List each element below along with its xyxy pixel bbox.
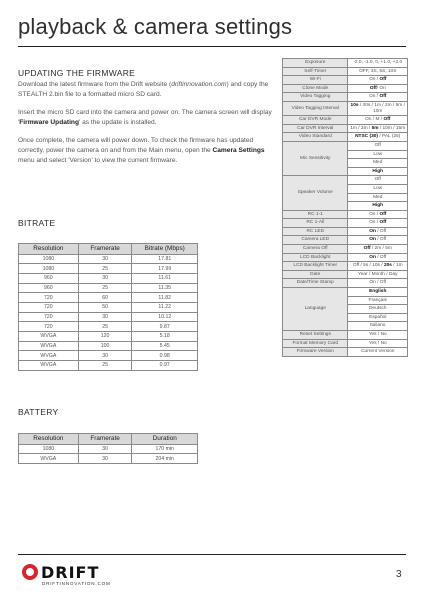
page-number: 3 — [396, 569, 402, 580]
table-cell: WVGA — [19, 341, 79, 351]
table-row — [19, 444, 198, 454]
setting-value: OFF, 3S, 5S, 10S — [348, 67, 408, 76]
table-row — [19, 351, 198, 361]
table-cell: 120 — [78, 332, 132, 342]
settings-row — [283, 116, 408, 125]
table-cell: 30 — [78, 351, 132, 361]
setting-value: Med — [348, 193, 408, 202]
setting-label: Camera Off — [283, 245, 348, 254]
table-row — [19, 322, 198, 332]
setting-value: On / Off — [348, 279, 408, 288]
page-title: playback & camera settings — [18, 14, 293, 39]
settings-row — [283, 176, 408, 185]
settings-row — [283, 93, 408, 102]
bitrate-table — [18, 243, 198, 371]
settings-row — [283, 219, 408, 228]
table-row — [19, 312, 198, 322]
table-cell: 204 min — [132, 454, 198, 464]
drift-logo-word: DRIFT — [41, 563, 100, 582]
settings-row — [283, 279, 408, 288]
drift-logo — [22, 562, 132, 588]
table-cell: 25 — [78, 361, 132, 371]
settings-row — [283, 124, 408, 133]
table-cell: WVGA — [19, 361, 79, 371]
table-cell: 0.98 — [132, 351, 198, 361]
firmware-paragraph-3: Once complete, the camera will power down. To check the firmware has updated correctly, power the camera on and from the Main menu, open the Camera Settings menu and select 'Version' to view the current firmware. — [18, 137, 265, 164]
firmware-paragraph-2: Insert the micro SD card into the camera and power on. The camera screen will display 'Firmware Updating' as the update is installed. — [18, 109, 272, 126]
table-cell: 1080 — [19, 254, 79, 264]
title-divider — [18, 46, 406, 47]
table-cell: 720 — [19, 312, 79, 322]
settings-row — [283, 133, 408, 142]
table-cell: 30 — [78, 444, 132, 454]
table-row — [19, 273, 198, 283]
setting-label: Self-Timer — [283, 67, 348, 76]
setting-value: English — [348, 288, 408, 297]
settings-row — [283, 236, 408, 245]
table-cell: 5.18 — [132, 332, 198, 342]
settings-row — [283, 101, 408, 115]
table-cell: 9.87 — [132, 322, 198, 332]
setting-label: LCD Backlight — [283, 253, 348, 262]
table-cell: 720 — [19, 322, 79, 332]
setting-value: Français — [348, 296, 408, 305]
setting-label: Exposure — [283, 59, 348, 68]
setting-label: Language — [283, 288, 348, 331]
table-cell: 960 — [19, 283, 79, 293]
table-cell: 11.35 — [132, 283, 198, 293]
setting-label: Video Standard — [283, 133, 348, 142]
setting-value: Yes / No — [348, 339, 408, 348]
setting-label: Wi-Fi — [283, 76, 348, 85]
setting-label: Date — [283, 270, 348, 279]
firmware-heading: UPDATING THE FIRMWARE — [18, 68, 136, 78]
table-row — [19, 332, 198, 342]
settings-row — [283, 67, 408, 76]
table-cell: 11.22 — [132, 302, 198, 312]
table-cell: 1080 — [19, 444, 79, 454]
setting-label: RC 1-1 — [283, 210, 348, 219]
table-cell: 960 — [19, 273, 79, 283]
setting-value: Off — [348, 141, 408, 150]
table-cell: 30 — [78, 454, 132, 464]
settings-row — [283, 331, 408, 340]
setting-value: 10s / 30s / 1m / 2m / 5m / 10m — [348, 101, 408, 115]
table-row — [19, 302, 198, 312]
table-row — [19, 264, 198, 274]
setting-value: Italiano — [348, 322, 408, 331]
table-cell: 17.81 — [132, 254, 198, 264]
setting-value: On / Off — [348, 253, 408, 262]
settings-row — [283, 76, 408, 85]
settings-row — [283, 210, 408, 219]
setting-value: Low — [348, 184, 408, 193]
table-row — [19, 293, 198, 303]
setting-value: Year / Month / Day — [348, 270, 408, 279]
settings-row — [283, 59, 408, 68]
settings-panel — [282, 58, 408, 357]
setting-value: High — [348, 167, 408, 176]
setting-value: On / Off — [348, 219, 408, 228]
setting-label: Video Tagging — [283, 93, 348, 102]
table-cell: WVGA — [19, 454, 79, 464]
setting-label: Video Tagging Interval — [283, 101, 348, 115]
setting-value: Yes / No — [348, 331, 408, 340]
table-row — [19, 361, 198, 371]
setting-value: Off / 5s / 10s / 20s / 1m — [348, 262, 408, 271]
camera-settings-table — [282, 58, 408, 357]
setting-label: Car DVR Mode — [283, 116, 348, 125]
table-cell: WVGA — [19, 332, 79, 342]
settings-row — [283, 141, 408, 150]
setting-value: NTSC (30) / PAL (25) — [348, 133, 408, 142]
setting-value: On / Off — [348, 76, 408, 85]
table-cell: 720 — [19, 293, 79, 303]
bitrate-header-cell: Framerate — [78, 244, 132, 255]
table-cell: 0.97 — [132, 361, 198, 371]
table-cell: 170 min — [132, 444, 198, 454]
table-cell: 25 — [78, 283, 132, 293]
table-cell: 25 — [78, 264, 132, 274]
setting-label: Date/Time Stamp — [283, 279, 348, 288]
table-cell: 11.61 — [132, 273, 198, 283]
bitrate-header-cell: Resolution — [19, 244, 79, 255]
table-cell: 11.82 — [132, 293, 198, 303]
battery-table — [18, 433, 198, 464]
table-cell: 30 — [78, 273, 132, 283]
table-cell: 720 — [19, 302, 79, 312]
setting-label: Camera LED — [283, 236, 348, 245]
setting-value: Español — [348, 313, 408, 322]
setting-value: 1m / 3m / 5m / 10m / 15m — [348, 124, 408, 133]
settings-row — [283, 348, 408, 357]
setting-label: RC LED — [283, 227, 348, 236]
table-row — [19, 454, 198, 464]
setting-value: Low — [348, 150, 408, 159]
settings-row — [283, 288, 408, 297]
table-cell: 50 — [78, 302, 132, 312]
table-row — [19, 341, 198, 351]
table-row — [19, 283, 198, 293]
setting-value: Med — [348, 159, 408, 168]
setting-value: On / Off — [348, 236, 408, 245]
setting-value: Off/ On — [348, 84, 408, 93]
setting-value: Off — [348, 176, 408, 185]
table-row — [19, 254, 198, 264]
settings-row — [283, 253, 408, 262]
setting-value: On / Off — [348, 210, 408, 219]
settings-row — [283, 84, 408, 93]
setting-label: Reset Settings — [283, 331, 348, 340]
settings-row — [283, 227, 408, 236]
setting-label: LCD Backlight Timer — [283, 262, 348, 271]
table-cell: 17.99 — [132, 264, 198, 274]
bitrate-heading: BITRATE — [18, 218, 56, 228]
drift-website-link[interactable]: driftinnovation.com — [171, 81, 227, 88]
setting-value: On / M / Off — [348, 116, 408, 125]
setting-label: Car DVR Interval — [283, 124, 348, 133]
settings-row — [283, 270, 408, 279]
setting-value: High — [348, 202, 408, 211]
setting-label: Speaker Volume — [283, 176, 348, 210]
table-cell: 5.45 — [132, 341, 198, 351]
settings-row — [283, 339, 408, 348]
table-cell: 60 — [78, 293, 132, 303]
table-cell: WVGA — [19, 351, 79, 361]
bitrate-header-cell: Bitrate (Mbps) — [132, 244, 198, 255]
setting-value: Off / 2m / 5m — [348, 245, 408, 254]
settings-row — [283, 262, 408, 271]
settings-row — [283, 245, 408, 254]
battery-header-cell: Framerate — [78, 434, 132, 445]
setting-value: On / Off — [348, 93, 408, 102]
setting-label: Clone Mode — [283, 84, 348, 93]
setting-value: Deutsch — [348, 305, 408, 314]
table-cell: 1080 — [19, 264, 79, 274]
firmware-paragraph-1: Download the latest firmware from the Drift website (driftinnovation.com) and copy the STEALTH 2.bin file to a formatted micro SD card. — [18, 81, 269, 98]
setting-label: Mic Sensitivity — [283, 141, 348, 175]
battery-header-cell: Resolution — [19, 434, 79, 445]
battery-header-cell: Duration — [132, 434, 198, 445]
setting-label: Firmware Version — [283, 348, 348, 357]
setting-value: -2.0, -1.0, 0, +1.0, +2.0 — [348, 59, 408, 68]
table-cell: 30 — [78, 312, 132, 322]
setting-label: RC 1-All — [283, 219, 348, 228]
firmware-section — [18, 68, 273, 165]
table-cell: 100 — [78, 341, 132, 351]
setting-value: Current Version — [348, 348, 408, 357]
table-cell: 10.12 — [132, 312, 198, 322]
footer-divider — [18, 554, 406, 555]
drift-logo-icon — [22, 564, 38, 580]
table-cell: 25 — [78, 322, 132, 332]
setting-value: On / Off — [348, 227, 408, 236]
battery-heading: BATTERY — [18, 407, 59, 417]
table-cell: 30 — [78, 254, 132, 264]
setting-label: Format Memory Card — [283, 339, 348, 348]
drift-logo-url: DRIFTINNOVATION.COM — [42, 581, 111, 586]
